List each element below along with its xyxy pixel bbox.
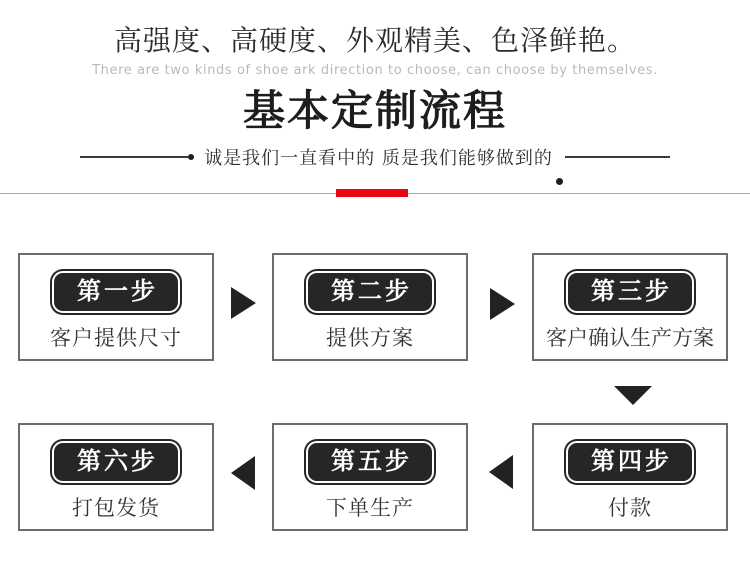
tagline-row — [0, 146, 750, 168]
step-3-badge: 第三步 — [566, 271, 694, 313]
arrow-down-icon — [614, 386, 652, 405]
divider-red-accent — [336, 189, 408, 197]
step-4-label: 付款 — [608, 496, 652, 520]
tagline-rule-left — [80, 156, 188, 158]
arrow-left-icon — [231, 456, 255, 490]
subheadline-en: There are two kinds of shoe ark direction to choose, can choose by themselves. — [92, 63, 658, 78]
flow-step-1 — [18, 253, 214, 361]
step-6-label: 打包发货 — [72, 496, 160, 520]
page-title: 基本定制流程 — [242, 86, 507, 135]
arrow-right-icon — [490, 288, 515, 320]
step-1-badge: 第一步 — [52, 271, 180, 313]
flow-step-5 — [272, 423, 468, 531]
step-1-label: 客户提供尺寸 — [50, 326, 182, 350]
flow-step-2 — [272, 253, 468, 361]
flow-step-6 — [18, 423, 214, 531]
step-6-badge: 第六步 — [52, 441, 180, 483]
step-3-label: 客户确认生产方案 — [546, 326, 714, 350]
headline: 高强度、高硬度、外观精美、色泽鲜艳。 — [113, 24, 636, 57]
tagline-text: 诚是我们一直看中的 质是我们能够做到的 — [204, 148, 553, 169]
decorative-dot — [556, 178, 563, 185]
step-4-badge: 第四步 — [566, 441, 694, 483]
tagline-rule-right — [565, 156, 670, 158]
step-2-badge: 第二步 — [306, 271, 434, 313]
flow-step-4 — [532, 423, 728, 531]
tagline-dot — [188, 154, 194, 160]
step-5-badge: 第五步 — [306, 441, 434, 483]
step-5-label: 下单生产 — [326, 496, 414, 520]
arrow-right-icon — [231, 287, 256, 319]
step-2-label: 提供方案 — [326, 326, 414, 350]
arrow-left-icon — [489, 455, 513, 489]
flow-step-3 — [532, 253, 728, 361]
